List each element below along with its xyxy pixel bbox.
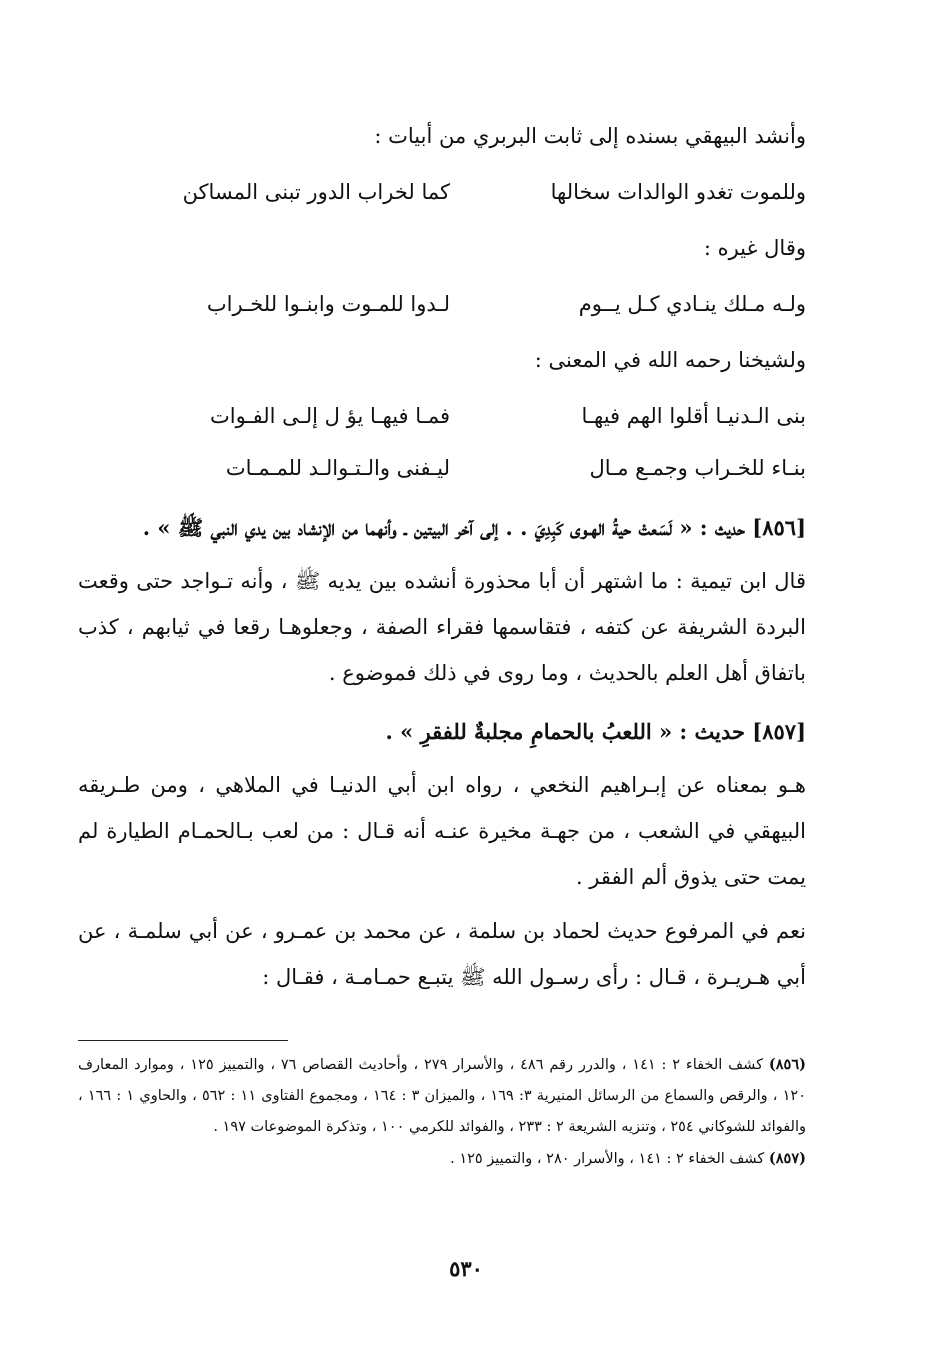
verse-2-first-hemistich: ولـه مـلك ينـادي كـل يــوم	[578, 292, 806, 316]
verse-2	[78, 276, 806, 332]
verse-2-second-hemistich: لـدوا للمـوت وابنـوا للخـراب	[206, 292, 450, 316]
footnote-857-text: كشف الخفاء ٢ : ١٤١ ، والأسرار ٢٨٠ ، والتمييز ١٢٥ .	[450, 1151, 765, 1167]
hadith-857-heading	[78, 710, 806, 754]
verse-3-second-hemistich: فمـا فيهـا يؤ ل إلـى الفـوات	[209, 404, 450, 428]
verse-1	[78, 164, 806, 220]
hadith-856-number: [٨٥٦]	[752, 515, 806, 540]
verse-4-first-hemistich: بنـاء للخـراب وجمـع مـال	[589, 456, 806, 480]
footnote-856-mark: (٨٥٦)	[768, 1056, 806, 1073]
footnote-divider	[78, 1040, 288, 1041]
intro-line-3: ولشيخنا رحمه الله في المعنى :	[534, 348, 806, 372]
page-body	[78, 108, 806, 1175]
footnote-857-mark: (٨٥٧)	[768, 1150, 806, 1167]
verse-3	[78, 388, 806, 444]
verse-3-first-hemistich: بنى الـدنيـا أقلوا الهم فيهـا	[581, 404, 806, 428]
hadith-856-commentary: قال ابن تيمية : ما اشتهر أن أبا محذورة أنشده بين يديه ﷺ ، وأنه تـواجد حتى وقعت البردة الشريفة عن كتفه ، فتقاسمها فقراء الصفة ، وجعلوهـا رقعا في ثيابهم ، كذب باتفاق أهل العلم بالحديث ، وما روى في ذلك فموضوع .	[78, 569, 806, 685]
hadith-857-number: [٨٥٧]	[752, 719, 806, 744]
hadith-857-commentary-1: هـو بمعناه عن إبـراهيم النخعي ، رواه ابن أبي الدنيـا في الملاهي ، ومن طـريقه البيهقي في الشعب ، من جهـة مخيرة عنـه أنه قـال : من لعب بـالحمـام الطيارة لم يمت حتى يذوق ألم الفقر .	[78, 773, 806, 889]
hadith-857-text: حديث : « اللعبُ بالحمامِ مجلبةٌ للفقرِ » .	[385, 719, 745, 744]
footnote-857	[78, 1143, 806, 1175]
hadith-856-heading	[78, 506, 806, 550]
footnote-856	[78, 1049, 806, 1143]
verse-1-first-hemistich: وللموت تغدو الوالدات سخالها	[550, 180, 806, 204]
verse-4-second-hemistich: ليـفنى والـتـوالـد للمـمـات	[225, 456, 450, 480]
hadith-856-text: حديث : « لَسَعتْ حيةُ الهـوى كَبِدِيَ . . إلى آخر البيتين ـ وأنهما من الإنشاد بين يدي النبي ﷺ » .	[142, 515, 745, 540]
hadith-857-commentary-2: نعم في المرفوع حديث لحماد بن سلمة ، عن محمد بن عمـرو ، عن أبي سلمـة ، عن أبي هـريـرة ، قـال : رأى رسـول الله ﷺ يتبـع حمـامـة ، فقـال :	[78, 919, 806, 989]
verse-1-second-hemistich: كما لخراب الدور تبنى المساكن	[182, 180, 450, 204]
intro-line-1: وأنشد البيهقي بسنده إلى ثابت البربري من أبيات :	[374, 124, 806, 148]
footnote-856-text: كشف الخفاء ٢ : ١٤١ ، والدرر رقم ٤٨٦ ، والأسرار ٢٧٩ ، وأحاديث القصاص ٧٦ ، والتمييز ١٢٥ ، وموارد المعارف ١٢٠ ، والرقص والسماع من الرسائل المنيرية ٣: ١٦٩ ، والميزان ٣ : ١٦٤ ، ومجموع الفتاوى ١١ : ٥٦٢ ، والحاوي ١ : ١٦٦ ، والفوائد للشوكاني ٢٥٤ ، وتنزيه الشريعة ٢ : ٢٣٣ ، والفوائد للكرمي ١٠٠ ، وتذكرة الموضوعات ١٩٧ .	[78, 1057, 806, 1135]
intro-line-2: وقال غيره :	[703, 236, 806, 260]
verse-4	[78, 444, 806, 492]
page-number: ٥٣٠	[449, 1256, 483, 1281]
